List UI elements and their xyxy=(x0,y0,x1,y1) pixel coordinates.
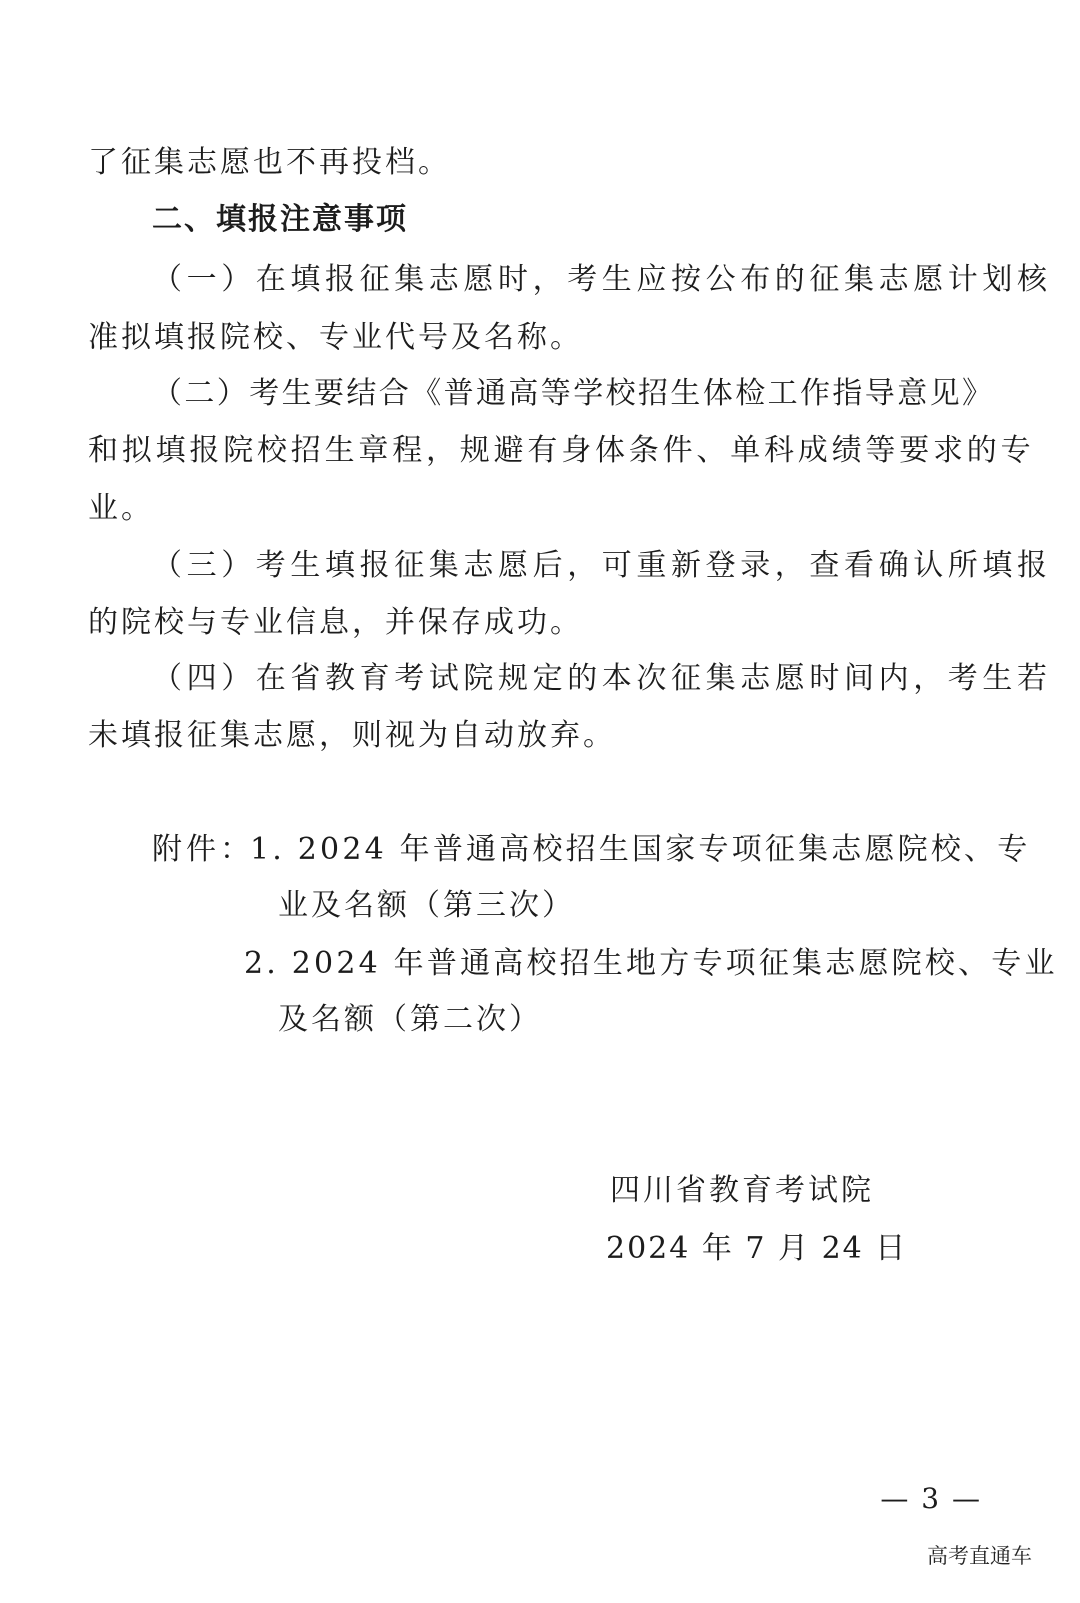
attachment-label: 附件： xyxy=(152,832,254,867)
item-2-line-1: （二）考生要结合《普通高等学校招生体检工作指导意见》 xyxy=(152,376,995,411)
attachment-1-line-1: 1. 2024 年普通高校招生国家专项征集志愿院校、专 xyxy=(250,832,1031,867)
section-heading: 二、填报注意事项 xyxy=(152,202,408,237)
item-1-line-1: （一）在填报征集志愿时，考生应按公布的征集志愿计划核 xyxy=(152,262,1052,297)
page-number: — 3 — xyxy=(880,1482,982,1515)
item-3-line-1: （三）考生填报征集志愿后，可重新登录，查看确认所填报 xyxy=(152,548,1052,583)
item-4-line-1: （四）在省教育考试院规定的本次征集志愿时间内，考生若 xyxy=(152,661,1052,696)
attachment-2-line-2: 及名额（第二次） xyxy=(278,1002,542,1037)
attachment-1-line-2: 业及名额（第三次） xyxy=(278,888,575,923)
continuation-line: 了征集志愿也不再投档。 xyxy=(88,145,451,180)
item-2-line-3: 业。 xyxy=(88,491,154,526)
item-4-line-2: 未填报征集志愿，则视为自动放弃。 xyxy=(88,718,616,753)
watermark: 高考直通车 xyxy=(927,1544,1032,1568)
signature-organization: 四川省教育考试院 xyxy=(610,1173,874,1208)
signature-date: 2024 年 7 月 24 日 xyxy=(606,1231,908,1266)
item-3-line-2: 的院校与专业信息，并保存成功。 xyxy=(88,605,583,640)
item-1-line-2: 准拟填报院校、专业代号及名称。 xyxy=(88,320,583,355)
attachment-2-line-1: 2. 2024 年普通高校招生地方专项征集志愿院校、专业 xyxy=(244,946,1058,981)
item-2-line-2: 和拟填报院校招生章程，规避有身体条件、单科成绩等要求的专 xyxy=(88,433,1035,468)
